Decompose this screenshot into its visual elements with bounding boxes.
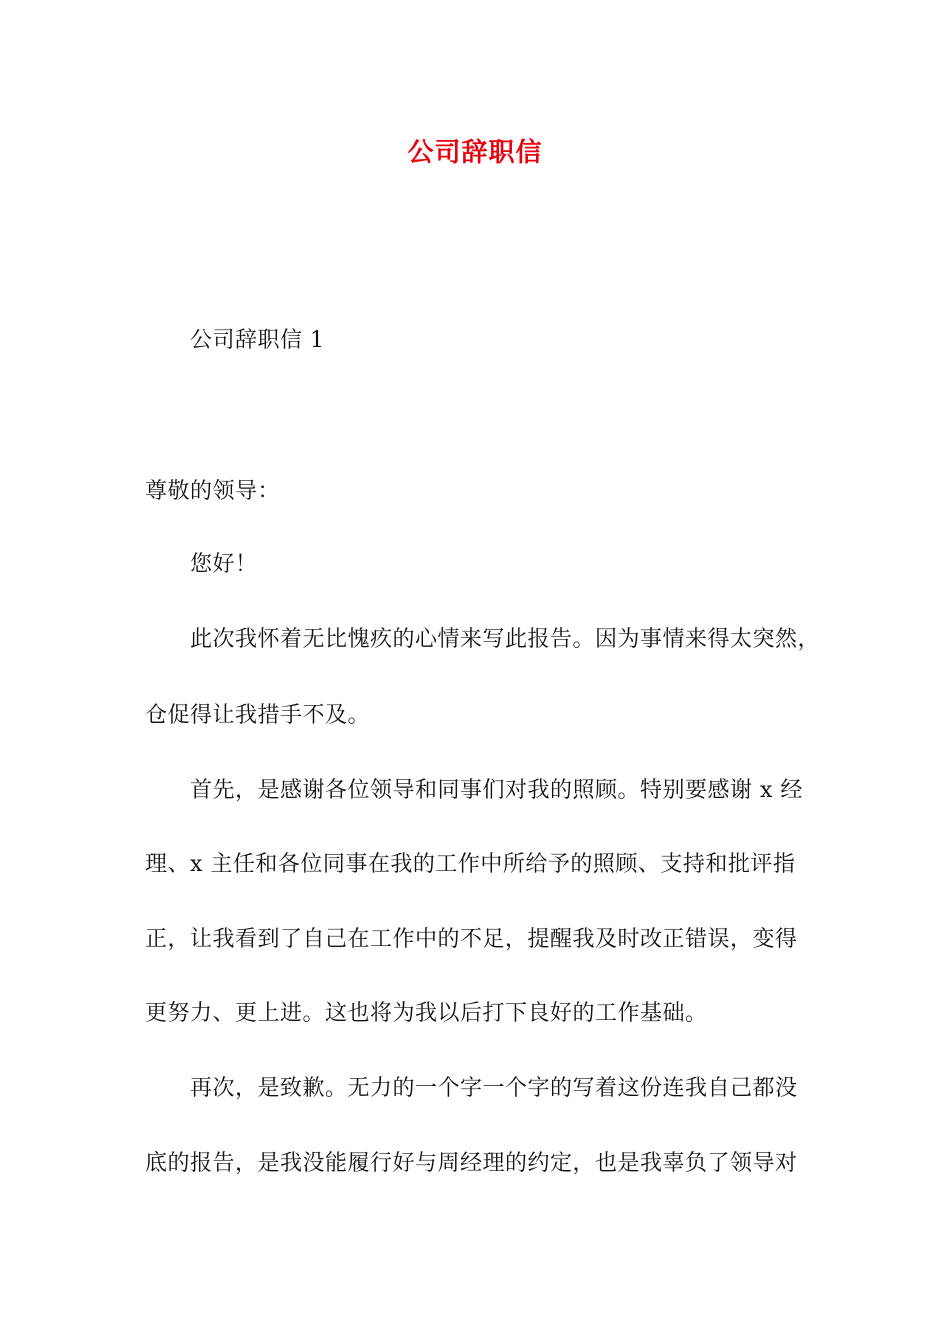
paragraph-line: 理、x 主任和各位同事在我的工作中所给予的照顾、支持和批评指 (145, 852, 796, 877)
paragraph-line: 正，让我看到了自己在工作中的不足，提醒我及时改正错误，变得 (145, 927, 798, 952)
paragraph-line: 更努力、更上进。这也将为我以后打下良好的工作基础。 (145, 1001, 708, 1026)
paragraph-line: 此次我怀着无比愧疚的心情来写此报告。因为事情来得太突然， (190, 627, 821, 652)
document-title: 公司辞职信 (407, 138, 543, 168)
paragraph-line: 再次，是致歉。无力的一个字一个字的写着这份连我自己都没 (190, 1076, 798, 1101)
salutation: 尊敬的领导： (145, 479, 281, 504)
paragraph-line: 首先，是感谢各位领导和同事们对我的照顾。特别要感谢 x 经 (190, 778, 803, 803)
paragraph-line: 底的报告，是我没能履行好与周经理的约定，也是我辜负了领导对 (145, 1151, 798, 1176)
paragraph-line: 仓促得让我措手不及。 (145, 703, 371, 728)
greeting: 您好！ (190, 552, 258, 577)
section-heading: 公司辞职信 1 (190, 328, 325, 353)
